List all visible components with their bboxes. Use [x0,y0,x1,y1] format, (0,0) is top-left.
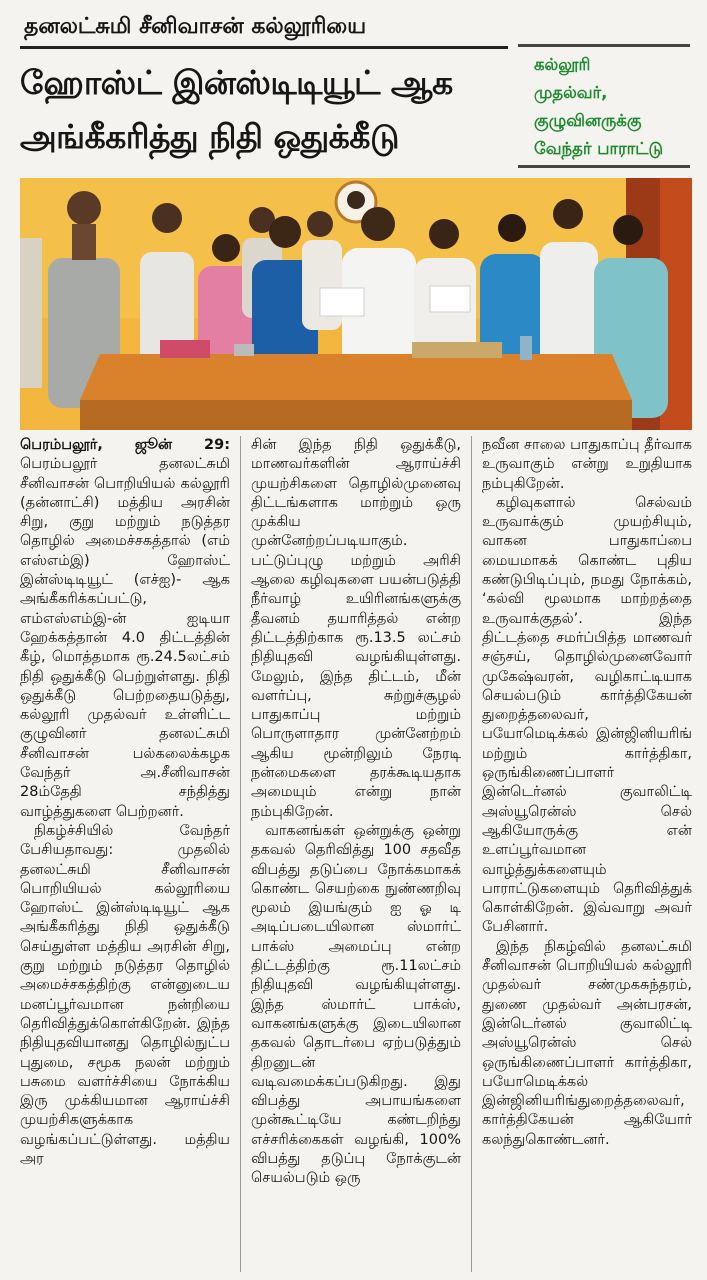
column-divider [240,436,241,1272]
article-paragraph: இந்த நிகழ்வில் தனலட்சுமி சீனிவாசன் பொறியியல் கல்லூரி முதல்வர் சண்முகசுந்தரம், துணை முதல்வர் அன்பரசன், இன்டெர்னல் குவாலிட்டி அஸ்யூரென்ஸ் செல் ஒருங்கிணைப்பாளர் கார்த்திகா, பயோமெடிக்கல் இன்ஜினியரிங்துறைத்தலைவர், கார்த்திகேயன் ஆகியோர் கலந்துகொண்டனர். [482,938,692,1148]
sub-headline-line-2: முதல்வர், [534,83,608,102]
article-paragraph: நிகழ்ச்சியில் வேந்தர் பேசியதாவது: முதலில் தனலட்சுமி சீனிவாசன் பொறியியல் கல்லூரியை ஹோஸ்ட் இன்ஸ்டிடியூட் ஆக அங்கீகரித்து நிதி ஒதுக்கீடு செய்துள்ள மத்திய அரசின் சிறு, குறு மற்றும் நடுத்தர தொழில் அமைச்சகத்திற்கு என்னுடைய மனப்பூர்வமான நன்றியை தெரிவித்துக்கொள்கிறேன். இந்த நிதியுதவியானது தொழில்நுட்ப புதுமை, சமூக நலன் மற்றும் பசுமை வளர்ச்சியை நோக்கிய இரு முக்கியமான ஆராய்ச்சி முயற்சிகளுக்காக வழங்கப்பட்டுள்ளது. மத்திய அர [20,822,230,1167]
article-paragraph: கழிவுகளால் செல்வம் உருவாக்கும் முயற்சியும், வாகன பாதுகாப்பை மையமாகக் கொண்ட புதிய கண்டுபிடிப்பும், நமது நோக்கம், ‘கல்வி மூலமாக மாற்றத்தை உருவாக்குதல்’. இந்த திட்டத்தை சமர்ப்பித்த மாணவர் சஞ்சய், தொழில்முனைவோர் முகேஷ்வரன், வழிகாட்டியாக செயல்படும் கார்த்திகேயன் துறைத்தலைவர், பயோமெடிக்கல் இன்ஜினியரிங் மற்றும் கார்த்திகா, ஒருங்கிணைப்பாளர் இன்டெர்னல் குவாலிட்டி அஸ்யூரென்ஸ் செல் ஆகியோருக்கு என் உளப்பூர்வமான வாழ்த்துக்களையும் பாராட்டுகளையும் தெரிவித்துக் கொள்கிறேன். இவ்வாறு அவர் பேசினார். [482,494,692,936]
group-photo-illustration [20,178,692,430]
article-paragraph-text: பெரம்பலூர் தனலட்சுமி சீனிவாசன் பொறியியல் கல்லூரி (தன்னாட்சி) மத்திய அரசின் சிறு, குறு மற்றும் நடுத்தர தொழில் அமைச்சகத்தால் (எம் எஸ்எம்இ) ஹோஸ்ட் இன்ஸ்டிடியூட் (எச்ஐ)- ஆக அங்கீகரிக்கப்பட்டு, எம்எஸ்எம்இ-ன் ஐடியா ஹேக்கத்தான் 4.0 திட்டத்தின் கீழ், மொத்தமாக ரூ.24.5லட்சம் நிதி ஒதுக்கீடு பெற்றுள்ளது. நிதி ஒதுக்கீடு பெற்றதையடுத்து, கல்லூரி முதல்வர் உள்ளிட்ட குழுவினர் தனலட்சுமி சீனிவாசன் பல்கலைக்கழக வேந்தர் அ.சீனிவாசன் 28ம்தேதி சந்தித்து வாழ்த்துகளை பெற்றனர். [20,456,230,820]
kicker-headline: தனலட்சுமி சீனிவாசன் கல்லூரியை [24,14,367,39]
article-column-2 [251,436,461,1272]
article-body [20,436,692,1272]
article-paragraph: சின் இந்த நிதி ஒதுக்கீடு, மாணவர்களின் ஆராய்ச்சி முயற்சிகளை தொழில்முனைவு திட்டங்களாக மாற்றும் ஒரு முக்கிய முன்னேற்றப்படியாகும். பட்டுப்புழு மற்றும் அரிசி ஆலை கழிவுகளை பயன்படுத்தி நீர்வாழ் உயிரினங்களுக்கு தீவனம் தயாரித்தல் என்ற திட்டத்திற்காக ரூ.13.5 லட்சம் நிதியுதவி வழங்கியுள்ளது. மேலும், இந்த திட்டம், மீன் வளர்ப்பு, சுற்றுச்சூழல் பாதுகாப்பு மற்றும் பொருளாதார முன்னேற்றம் ஆகிய மூன்றிலும் நேரடி நன்மைகளை தரக்கூடியதாக அமையும் என்று நான் நம்புகிறேன். [251,437,461,820]
sub-headline-line-1: கல்லூரி [534,55,591,74]
sub-headline-line-3: குழுவினருக்கு [534,111,642,130]
headline-line-1: ஹோஸ்ட் இன்ஸ்டிடியூட் ஆக [20,63,453,102]
headline-line-2: அங்கீகரித்து நிதி ஒதுக்கீடு [20,117,399,156]
sub-headline-box [518,44,690,168]
article-paragraph [20,436,230,822]
dateline: பெரம்பலூர், ஜூன் 29: [20,437,230,453]
group-photo [20,178,692,430]
kicker-rule [20,46,508,49]
article-column-1 [20,436,230,1272]
main-headline [20,56,512,164]
sub-headline-line-4: வேந்தர் பாராட்டு [534,139,664,158]
column-divider [471,436,472,1272]
article-column-3 [482,436,692,1272]
article-paragraph: நவீன சாலை பாதுகாப்பு தீர்வாக உருவாகும் என்று உறுதியாக நம்புகிறேன். [482,437,692,492]
article-paragraph: வாகனங்கள் ஒன்றுக்கு ஒன்று தகவல் தெரிவித்து 100 சதவீத விபத்து தடுப்பை நோக்கமாகக் கொண்ட செயற்கை நுண்ணறிவு மூலம் இயங்கும் ஐ ஓ டி அடிப்படையிலான ஸ்மார்ட் பாக்ஸ் அமைப்பு என்ற திட்டத்திற்கு ரூ.11லட்சம் நிதியுதவி வழங்கியுள்ளது. இந்த ஸ்மார்ட் பாக்ஸ், வாகனங்களுக்கு இடையிலான தகவல் தொடர்பை ஏற்படுத்தும் திறனுடன் வடிவமைக்கப்படுகிறது. இது விபத்து அபாயங்களை முன்கூட்டியே கண்டறிந்து எச்சரிக்கைகள் வழங்கி, 100% விபத்து தடுப்பு நோக்குடன் செயல்படும் ஒரு [251,822,461,1187]
